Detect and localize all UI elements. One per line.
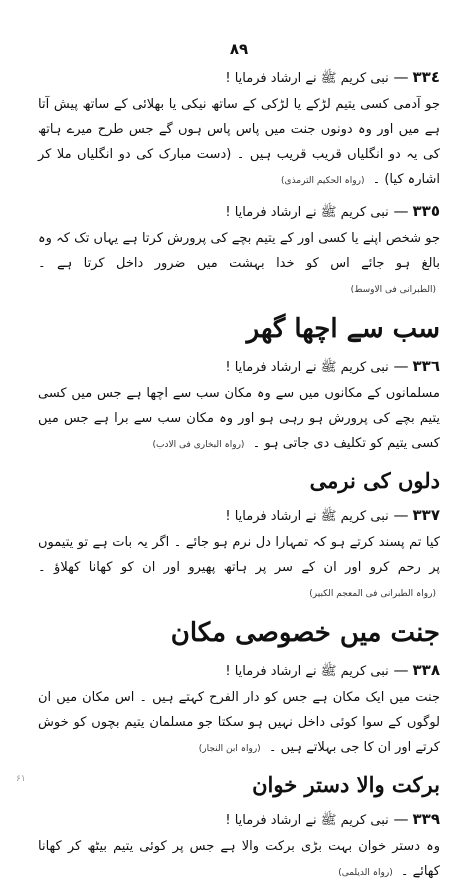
hadith-body: کیا تم پسند کرتے ہو کہ تمہارا دل نرم ہو جائے ۔ اگر یہ بات ہے تو یتیموں پر رحم کرو اور ان کے سر پر ہاتھ پھیرو اور ان کو کھانا کھلاؤ ۔: [38, 535, 440, 575]
hadith-body: مسلمانوں کے مکانوں میں سے وہ مکان سب سے اچھا ہے جس میں کسی یتیم بچے کی پرورش ہو رہی ہو اور وہ مکان سب سے برا ہے جس میں کسی یتیم کو تکلیف دی جاتی ہو ۔: [38, 386, 440, 451]
hadith-text: [38, 530, 440, 607]
hadith-text: [38, 226, 440, 303]
hadith-reference: (الطبرانی فی الاوسط): [350, 285, 436, 295]
section-heading: دلوں کی نرمی: [309, 468, 440, 493]
hadith-heading: ٣٣٨— نبی کریم ﷺ نے ارشاد فرمایا !: [225, 661, 440, 679]
hadith-heading: ٣٣٦— نبی کریم ﷺ نے ارشاد فرمایا !: [225, 357, 440, 375]
footer-mark: ۶۱: [16, 774, 26, 784]
hadith-body: جنت میں ایک مکان ہے جس کو دار الفرح کہتے ہیں ۔ اس مکان میں ان لوگوں کے سوا کوئی داخل نہیں ہو سکتا جو مسلمان یتیم بچوں کو خوش کرتے اور ان کا جی بہلاتے ہیں ۔: [38, 690, 440, 755]
hadith-heading: ٣٣٥— نبی کریم ﷺ نے ارشاد فرمایا !: [225, 202, 440, 220]
hadith-text: [38, 685, 440, 762]
hadith-intro: نبی کریم ﷺ نے ارشاد فرمایا !: [225, 71, 389, 86]
hadith-number: ٣٣٨: [412, 661, 440, 679]
hadith-intro: نبی کریم ﷺ نے ارشاد فرمایا !: [225, 664, 389, 679]
hadith-heading: ٣٣٤— نبی کریم ﷺ نے ارشاد فرمایا !: [225, 68, 440, 86]
hadith-reference: (رواہ ابن النجار): [198, 744, 261, 754]
hadith-body: جو شخص اپنے یا کسی اور کے یتیم بچے کی پرورش کرتا ہے یہاں تک کہ وہ بالغ ہو جائے اس کو خدا بہشت میں ضرور داخل کرتا ہے ۔: [38, 231, 440, 271]
hadith-text: [38, 381, 440, 458]
hadith-body: جو آدمی کسی یتیم لڑکے یا لڑکی کے ساتھ نیکی یا بھلائی کے ساتھ پیش آتا ہے میں اور وہ دونوں جنت میں پاس پاس ہوں گے جس طرح میرے ہاتھ کی یہ دو انگلیاں قریب قریب ہیں ۔ (دست مبارک کی دو انگلیاں ملا کر اشارہ کیا) ۔: [38, 97, 440, 187]
hadith-intro: نبی کریم ﷺ نے ارشاد فرمایا !: [225, 205, 389, 220]
page-number: ٨٩: [229, 40, 249, 58]
section-heading: برکت والا دستر خوان: [252, 772, 440, 797]
hadith-reference: (رواہ الدیلمی): [338, 868, 393, 878]
hadith-text: [38, 92, 440, 194]
hadith-reference: (رواہ الطبرانی فی المعجم الکبیر): [309, 589, 436, 599]
hadith-heading: ٣٣٩— نبی کریم ﷺ نے ارشاد فرمایا !: [225, 810, 440, 828]
hadith-intro: نبی کریم ﷺ نے ارشاد فرمایا !: [225, 509, 389, 524]
section-heading: جنت میں خصوصی مکان: [170, 618, 440, 648]
hadith-heading: ٣٣٧— نبی کریم ﷺ نے ارشاد فرمایا !: [225, 506, 440, 524]
hadith-number: ٣٣٩: [412, 810, 440, 828]
hadith-number: ٣٣٧: [412, 506, 440, 524]
hadith-reference: (رواہ الحکیم الترمذی): [281, 176, 365, 186]
hadith-body: وہ دستر خوان بہت بڑی برکت والا ہے جس پر کوئی یتیم بیٹھ کر کھانا کھائے ۔: [38, 839, 440, 879]
hadith-number: ٣٣٦: [412, 357, 440, 375]
section-heading: سب سے اچھا گھر: [246, 314, 440, 344]
hadith-intro: نبی کریم ﷺ نے ارشاد فرمایا !: [225, 813, 389, 828]
hadith-intro: نبی کریم ﷺ نے ارشاد فرمایا !: [225, 360, 389, 375]
hadith-reference: (رواہ البخاری فی الادب): [152, 440, 245, 450]
hadith-number: ٣٣٥: [412, 202, 440, 220]
hadith-number: ٣٣٤: [412, 68, 440, 86]
hadith-text: [38, 834, 440, 886]
page-content: [38, 66, 440, 886]
